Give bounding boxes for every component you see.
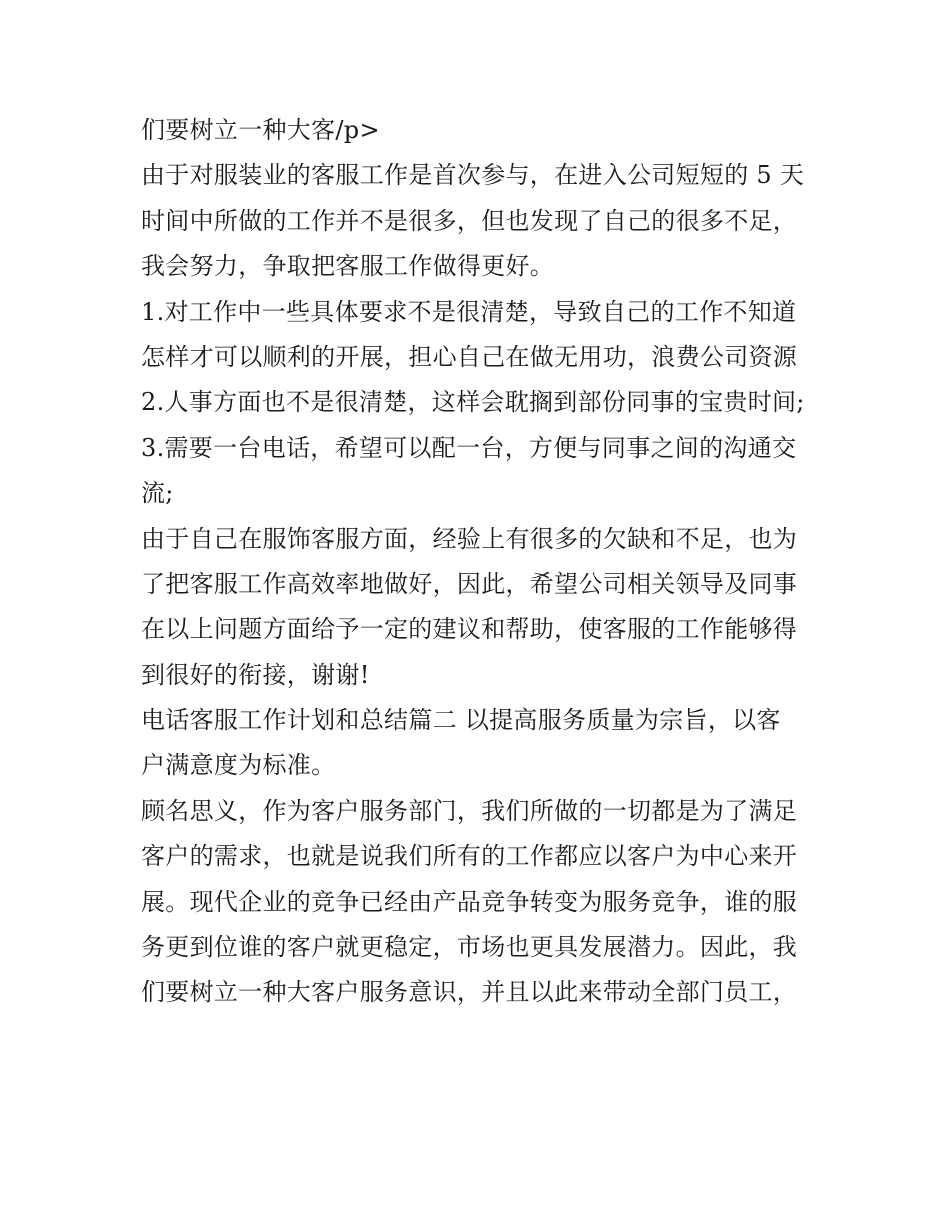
text-line: 1.对工作中一些具体要求不是很清楚，导致自己的工作不知道 [141, 297, 797, 326]
text-line: 展。现代企业的竞争已经由产品竞争转变为服务竞争，谁的服 [141, 887, 798, 916]
text-line: 怎样才可以顺利的开展，担心自己在做无用功，浪费公司资源 [141, 342, 798, 371]
text-line: 户满意度为标准。 [141, 751, 336, 780]
text-line: 2.人事方面也不是很清楚，这样会耽搁到部份同事的宝贵时间; [141, 388, 805, 417]
text-line: 们要树立一种大客户服务意识，并且以此来带动全部门员工， [141, 978, 798, 1007]
text-line: 时间中所做的工作并不是很多，但也发现了自己的很多不足， [141, 206, 798, 235]
document-body [141, 108, 821, 1016]
text-line: 们要树立一种大客/p> [141, 116, 380, 144]
text-line: 3.需要一台电话，希望可以配一台，方便与同事之间的沟通交 [141, 433, 797, 462]
text-line: 流; [141, 479, 174, 508]
text-line: 顾名思义，作为客户服务部门，我们所做的一切都是为了满足 [141, 796, 798, 825]
text-line: 务更到位谁的客户就更稳定，市场也更具发展潜力。因此，我 [141, 933, 798, 962]
text-line: 在以上问题方面给予一定的建议和帮助，使客服的工作能够得 [141, 615, 798, 644]
text-line: 了把客服工作高效率地做好，因此，希望公司相关领导及同事 [141, 569, 798, 598]
text-line: 由于对服装业的客服工作是首次参与，在进入公司短短的 5 天 [141, 161, 805, 190]
text-line: 到很好的衔接，谢谢! [141, 660, 370, 689]
text-line: 电话客服工作计划和总结篇二 以提高服务质量为宗旨，以客 [141, 706, 781, 735]
text-line: 客户的需求，也就是说我们所有的工作都应以客户为中心来开 [141, 842, 798, 871]
text-line: 我会努力，争取把客服工作做得更好。 [141, 252, 555, 281]
text-line: 由于自己在服饰客服方面，经验上有很多的欠缺和不足，也为 [141, 524, 798, 553]
